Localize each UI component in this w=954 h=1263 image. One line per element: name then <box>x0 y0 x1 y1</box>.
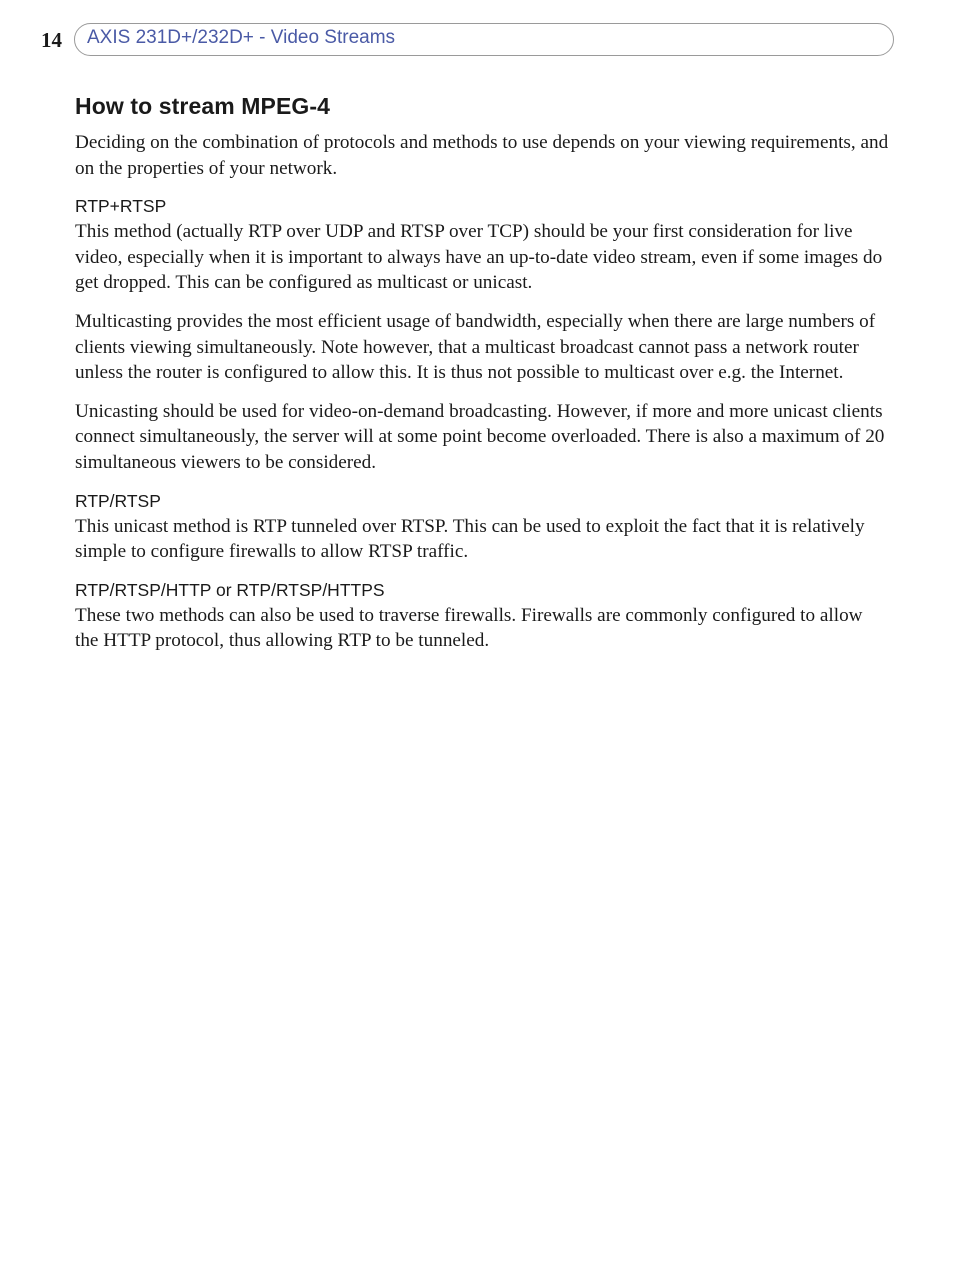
paragraph: This unicast method is RTP tunneled over RTSP. This can be used to exploit the fact that it is relatively simple to configure firewalls to allow RTSP traffic. <box>75 515 865 563</box>
subheading-rtp-rtsp: RTP/RTSP <box>75 490 161 511</box>
page-header-bar <box>74 23 894 56</box>
paragraph: This method (actually RTP over UDP and RTSP over TCP) should be your first consideration for live video, especially when it is important to always have an up-to-date video stream, even if some images do get dropped. This can be configured as multicast or unicast. <box>75 221 883 294</box>
subheading-rtp-rtsp-plus: RTP+RTSP <box>75 196 167 217</box>
paragraph: Unicasting should be used for video-on-demand broadcasting. However, if more and more unicast clients connect simultaneously, the server will at some point become overloaded. There is also a maximum of 20 simultaneous viewers to be considered. <box>75 400 885 473</box>
page-content <box>75 90 889 667</box>
header-title: AXIS 231D+/232D+ - Video Streams <box>87 27 396 48</box>
section-title: How to stream MPEG-4 <box>75 93 331 119</box>
subheading-rtp-rtsp-http: RTP/RTSP/HTTP or RTP/RTSP/HTTPS <box>75 579 385 600</box>
paragraph: Multicasting provides the most efficient usage of bandwidth, especially when there are large numbers of clients viewing simultaneously. Note however, that a multicast broadcast cannot pass a network router unless the router is configured to allow this. It is thus not possible to multicast over e.g. the Internet. <box>75 310 876 384</box>
paragraph: These two methods can also be used to traverse firewalls. Firewalls are commonly configured to allow the HTTP protocol, thus allowing RTP to be tunneled. <box>75 604 863 652</box>
intro-paragraph: Deciding on the combination of protocols and methods to use depends on your viewing requirements, and on the properties of your network. <box>75 132 889 179</box>
page-number: 14 <box>41 28 62 52</box>
